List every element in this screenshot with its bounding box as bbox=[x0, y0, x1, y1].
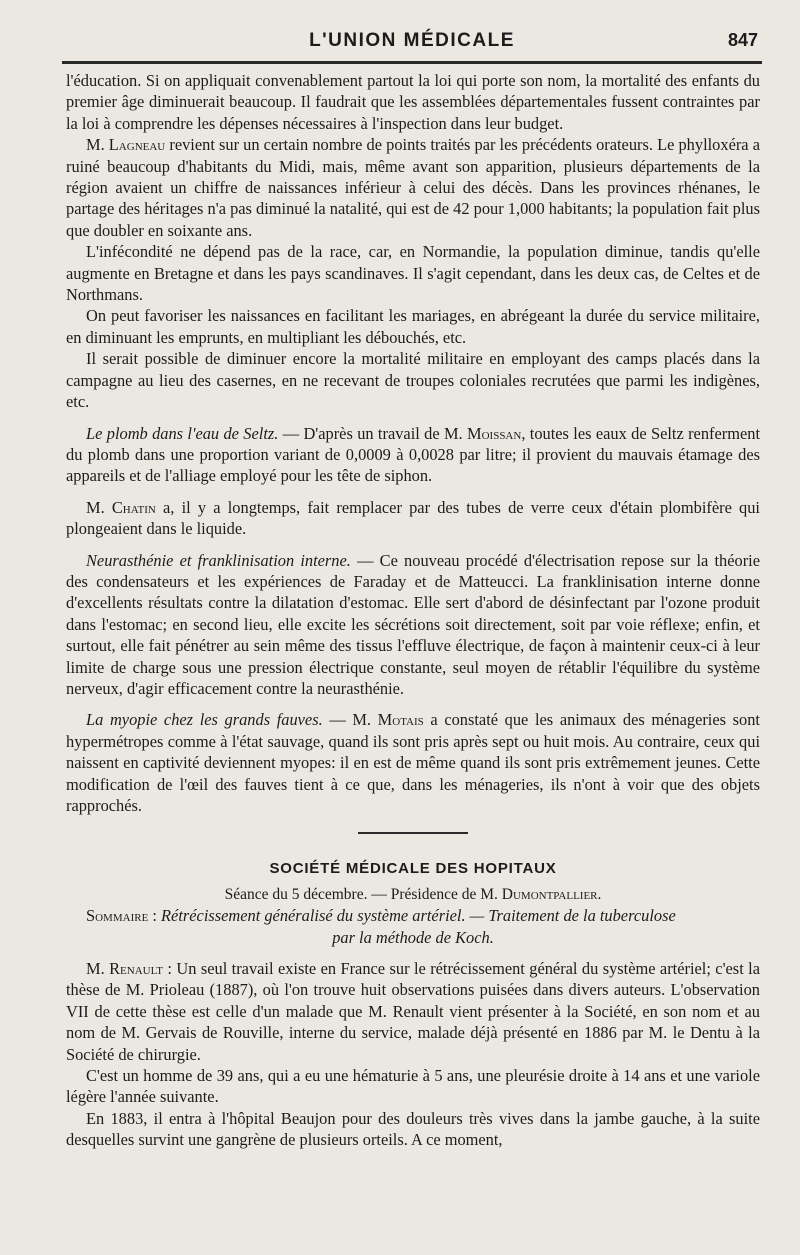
summary-text-line1: Rétrécissement généralisé du système artériel. — Traitement de la tuberculose bbox=[161, 906, 676, 926]
journal-title: L'UNION MÉDICALE bbox=[309, 30, 515, 51]
session-prefix: Séance du 5 décembre. — Présidence de M. bbox=[224, 885, 502, 903]
page-number: 847 bbox=[727, 30, 758, 50]
summary-separator: : bbox=[148, 906, 162, 926]
paragraph-neurasthenie bbox=[66, 550, 760, 700]
paragraph-education: l'éducation. Si on appliquait convenablement partout la loi qui porte son nom, la mortalité des enfants du premier âge diminuerait beaucoup. Il faudrait que les assemblées départementales fussent contraintes par la loi à comprendre les dépenses nécessaires à l'inspection dans leur budget. bbox=[66, 71, 760, 133]
page-body bbox=[66, 70, 760, 1151]
paragraph-plomb-text1: — D'après un travail de M. bbox=[278, 423, 468, 443]
paragraph-patient-history: C'est un homme de 39 ans, qui a eu une hématurie à 5 ans, une pleurésie droite à 14 ans et une variole légère l'année suivante. bbox=[66, 1066, 760, 1107]
paragraph-plomb-text2: , toutes les eaux de Seltz renferment du plomb dans une proportion variant de 0,0009 à 0,0028 par litre; il provient du mauvais étamage des appareils et de l'alliage employé pour les tête de siphon. bbox=[66, 423, 760, 486]
author-lagneau: Lagneau bbox=[108, 135, 166, 155]
paragraph-lagneau bbox=[66, 134, 760, 241]
paragraph-beaujon: En 1883, il entra à l'hôpital Beaujon pour des douleurs très vives dans la jambe gauche, à la suite desquelles survint une gangrène de plusieurs orteils. A ce moment, bbox=[66, 1108, 760, 1150]
paragraph-renault-prefix: M. bbox=[86, 959, 110, 979]
paragraph-plomb-seltz bbox=[66, 423, 760, 487]
paragraph-chatin-prefix: M. bbox=[86, 497, 112, 517]
paragraph-lagneau-prefix: M. bbox=[86, 135, 109, 155]
paragraph-renault bbox=[66, 958, 760, 1065]
paragraph-naissances: On peut favoriser les naissances en facilitant les mariages, en abrégeant la durée du service militaire, en diminuant les emprunts, en multipliant les débouchés, etc. bbox=[66, 306, 760, 347]
page-header bbox=[62, 28, 762, 64]
paragraph-mortalite-militaire: Il serait possible de diminuer encore la mortalité militaire en employant des camps placés dans la campagne au lieu des casernes, en ne recevant de troupes coloniales recrutées que parmi les indigènes, etc. bbox=[66, 349, 760, 412]
session-suffix: . bbox=[597, 885, 602, 903]
summary-label: Sommaire bbox=[86, 906, 149, 926]
paragraph-infecondite: L'infécondité ne dépend pas de la race, car, en Normandie, la population diminue, tandis qu'elle augmente en Bretagne et dans les pays scandinaves. Il s'agit cependant, dans les deux cas, de Celtes et de Northmans. bbox=[66, 242, 760, 305]
section-title-plomb: Le plomb dans l'eau de Seltz. bbox=[86, 423, 279, 443]
session-line bbox=[66, 884, 760, 905]
author-chatin: Chatin bbox=[111, 497, 156, 517]
author-moissan: Moissan bbox=[467, 423, 522, 443]
author-motais: Motais bbox=[377, 710, 424, 730]
paragraph-lagneau-text: revient sur un certain nombre de points traités par les précédents orateurs. Le phylloxéra a ruiné beaucoup d'habitants du Midi, mais, même avant son apparition, plusieurs départements de la région avaient un chiffre de naissances inférieur à celui des décès. Dans les provinces rhénanes, le partage des héritages n'a pas diminué la natalité, qui est de 42 pour 1,000 habitants; la population fait plus que doubler en soixante ans. bbox=[66, 135, 760, 240]
paragraph-myopie-text2: a constaté que les animaux des ménageries sont hypermétropes comme à l'état sauvage, quand ils sont pris après sept ou huit mois. Au contraire, ceux qui naissent en captivité deviennent myopes: il en est de même quand ils sont pris extrêmement jeunes. Cette modification de l'œil des fauves tient à ce que, dans les ménageries, ils n'ont à voir que des objets rapprochés. bbox=[66, 710, 760, 815]
paragraph-chatin bbox=[66, 497, 760, 540]
paragraph-myopie bbox=[66, 709, 760, 816]
summary-text-line2: par la méthode de Koch. bbox=[332, 927, 494, 947]
paragraph-myopie-text1: — M. bbox=[322, 710, 378, 730]
header-rule bbox=[62, 61, 762, 64]
author-renault: Renault bbox=[109, 959, 164, 979]
paragraph-chatin-text: a, il y a longtemps, fait remplacer par des tubes de verre ceux d'étain plombifère qui plongeaient dans le liquide. bbox=[66, 497, 760, 539]
summary-line bbox=[66, 905, 760, 926]
president-name: Dumontpallier bbox=[501, 885, 598, 903]
society-title: SOCIÉTÉ MÉDICALE DES HOPITAUX bbox=[269, 860, 557, 878]
paragraph-neurasthenie-text: — Ce nouveau procédé d'électrisation repose sur la théorie des condensateurs et les expériences de Faraday et de Matteucci. La franklinisation interne donne d'excellents résultats contre la dilatation d'estomac. Elle sert d'abord de désinfectant par l'ozone produit dans l'estomac; en second lieu, elle excite les sécrétions soit directement, soit par voie réflexe; enfin, et surtout, elle fait pénétrer au sein même des tissus l'effluve électrique, de façon à maintenir ceux-ci à leur limite de charge sous une pression électrique constante, seul moyen de rétablir l'équilibre du système nerveux, d'agir efficacement contre la neurasthénie. bbox=[66, 550, 761, 698]
section-title-myopie: La myopie chez les grands fauves. bbox=[86, 710, 323, 730]
paragraph-renault-text: : Un seul travail existe en France sur le rétrécissement général du système artériel; c'est la thèse de M. Prioleau (1887), où l'on trouve huit observations puisées dans divers auteurs. L'observation VII de cette thèse est celle d'un malade que M. Renault vient présenter à la Société, en son nom et au nom de M. Gervais de Rouville, interne du service, malade déjà présenté en 1886 par M. le Dentu à la Société de chirurgie. bbox=[66, 959, 760, 1064]
section-title-neurasthenie: Neurasthénie et franklinisation interne. bbox=[86, 550, 351, 570]
section-separator bbox=[358, 832, 468, 834]
